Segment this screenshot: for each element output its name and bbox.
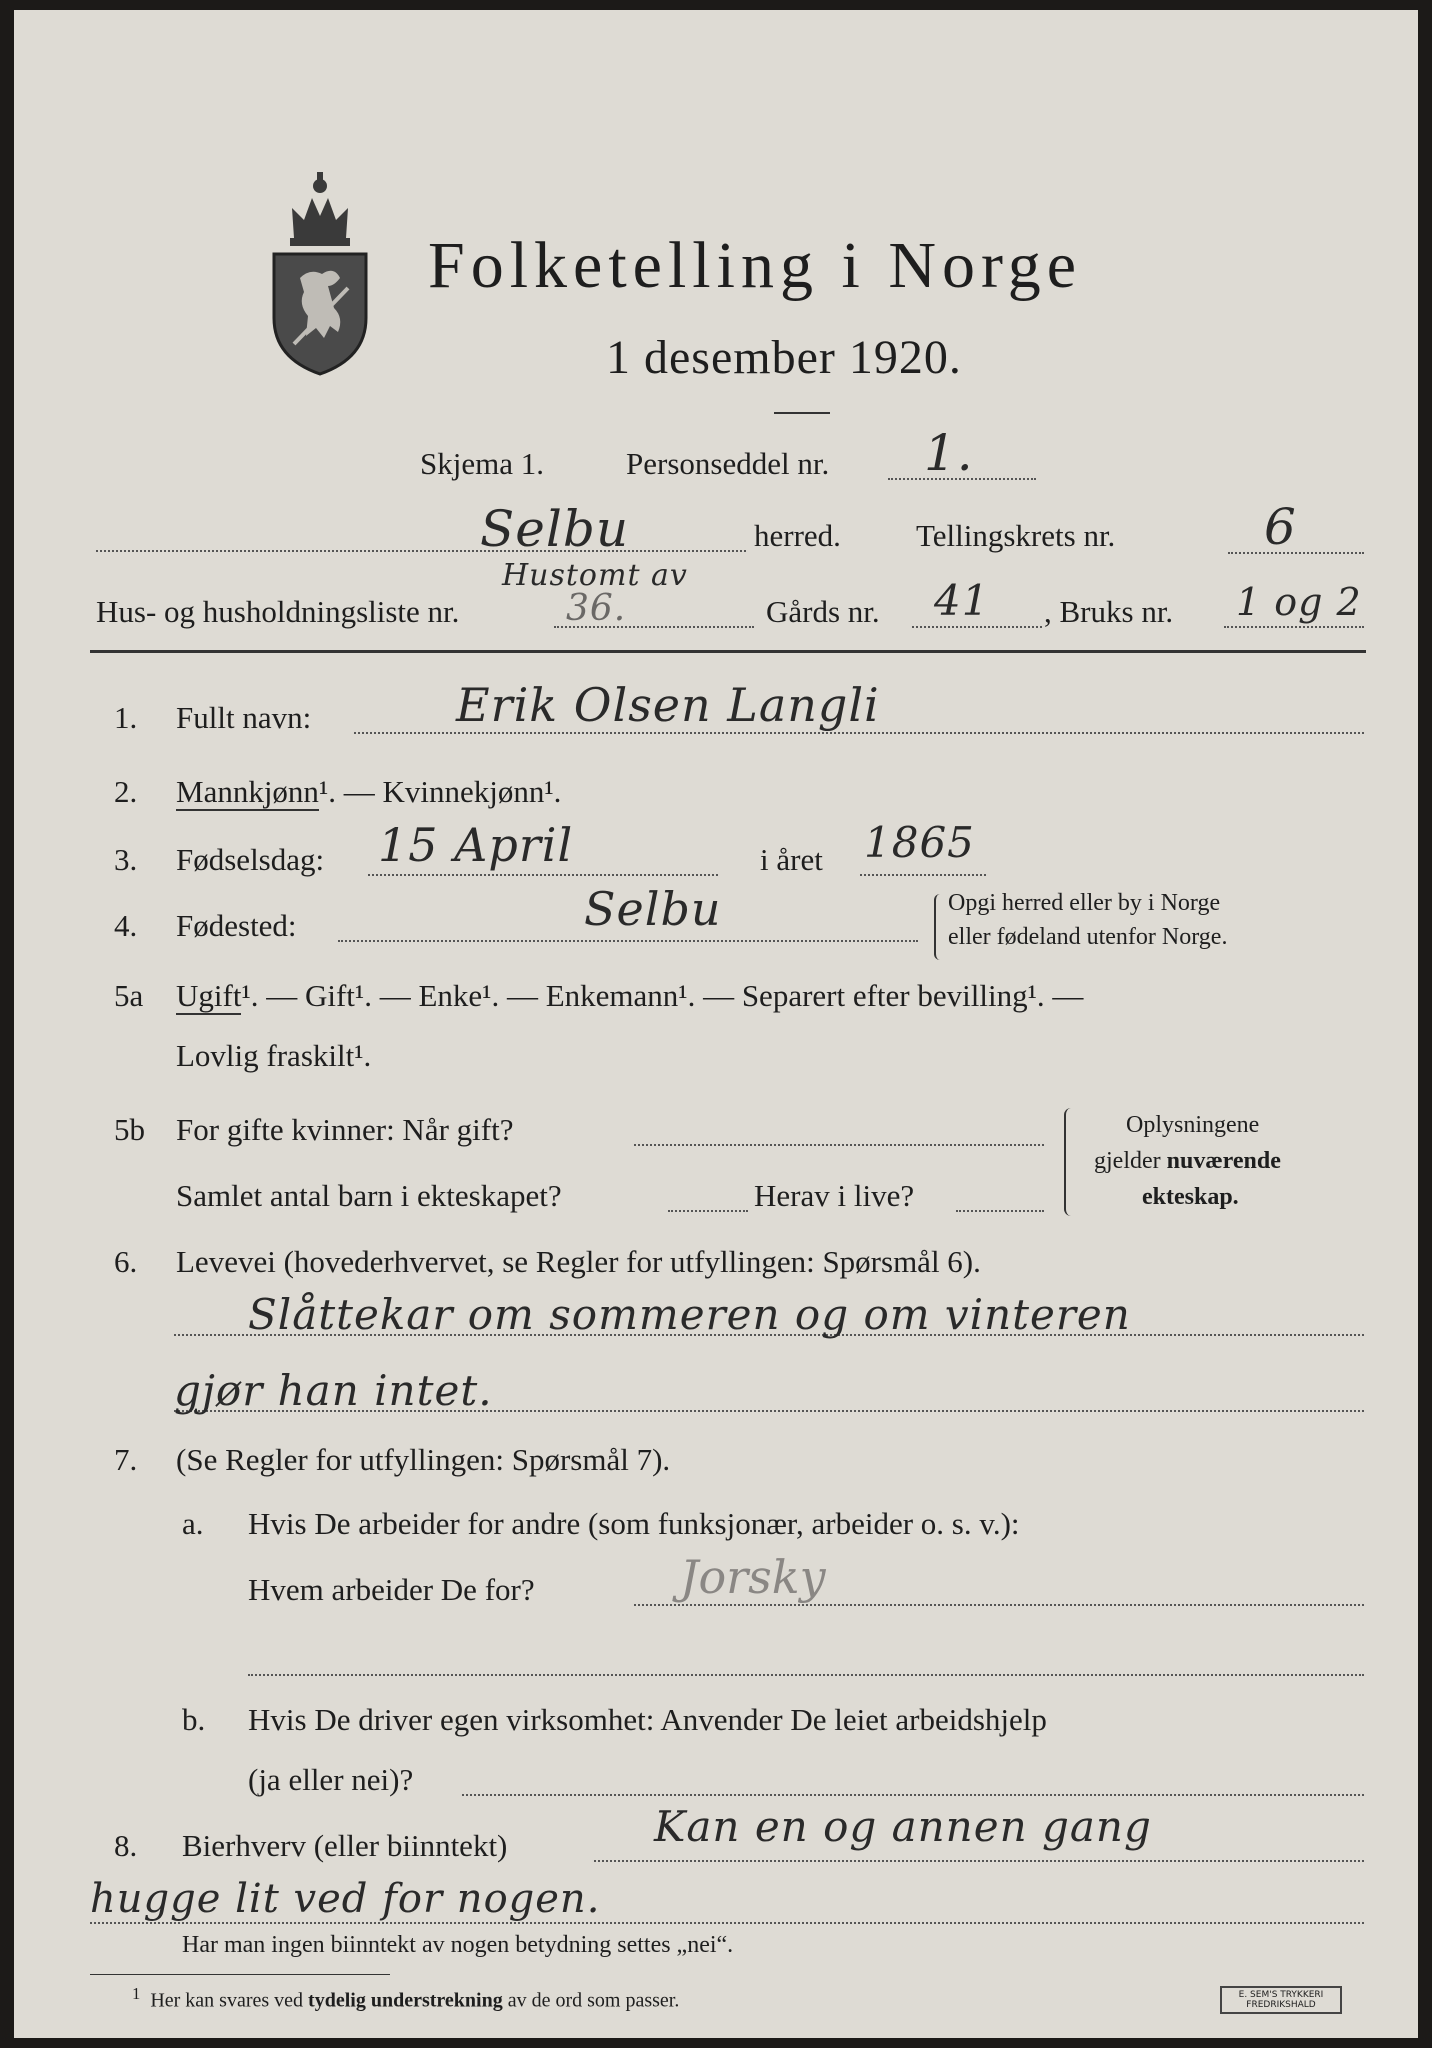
herred-line: [96, 550, 746, 552]
q5b-label3: Herav i live?: [754, 1178, 915, 1213]
skjema-label: Skjema 1.: [420, 446, 544, 481]
q5b-note-naavaerende: nuværende: [1166, 1148, 1281, 1174]
page-title: Folketelling i Norge: [428, 229, 1083, 302]
footnote-number: 1: [132, 1984, 141, 2003]
q5b-note-line1: Oplysningene: [1126, 1112, 1260, 1138]
q8-number: 8.: [114, 1828, 138, 1863]
q5a-options: . — Gift¹. — Enke¹. — Enkemann¹. — Separert efter bevilling¹. —: [250, 978, 1084, 1013]
q6-label: Levevei (hovederhvervet, se Regler for utfyllingen: Spørsmål 6).: [176, 1244, 981, 1279]
q5b-label2: Samlet antal barn i ekteskapet?: [176, 1178, 562, 1213]
bruks-line: [1224, 626, 1364, 628]
q8-value-line1: Kan en og annen gang: [654, 1802, 1152, 1851]
q5b-gift-line: [634, 1144, 1044, 1146]
q3-year-label: i året: [760, 842, 823, 877]
q5a-footnote-mark: ¹: [241, 978, 251, 1013]
bruks-value: 1 og 2: [1236, 580, 1362, 624]
q7-label: (Se Regler for utfyllingen: Spørsmål 7).: [176, 1442, 671, 1477]
q5b-barn-line: [668, 1210, 748, 1212]
q2-number: 2.: [114, 774, 138, 809]
q1-label: Fullt navn:: [176, 700, 312, 735]
footnote-part-b: tydelig understrekning: [308, 1989, 503, 2012]
footnote-part-c: av de ord som passer.: [502, 1989, 680, 2012]
q2-text: [176, 774, 561, 810]
q5a-line2: Lovlig fraskilt¹.: [176, 1038, 372, 1073]
q7a-line2: [248, 1674, 1364, 1676]
q7a-question: Hvem arbeider De for?: [248, 1572, 535, 1607]
q5b-note-line3: ekteskap.: [1142, 1184, 1239, 1210]
q3-label: Fødselsdag:: [176, 842, 325, 877]
husliste-value: 36.: [566, 588, 627, 629]
q5b-label1: For gifte kvinner: Når gift?: [176, 1112, 514, 1147]
q2-female-option: Kvinnekjønn: [382, 774, 545, 809]
tellingskrets-label: Tellingskrets nr.: [916, 518, 1116, 553]
bruks-label: , Bruks nr.: [1044, 594, 1174, 629]
coat-of-arms-icon: [264, 168, 376, 378]
q2-footnote-mark-1: ¹: [318, 774, 329, 809]
q5b-number: 5b: [114, 1112, 145, 1147]
q5a-number: 5a: [114, 978, 144, 1013]
q8-note: Har man ingen biinntekt av nogen betydning settes „nei“.: [182, 1932, 734, 1958]
q7b-letter: b.: [182, 1702, 206, 1737]
title-divider: [774, 412, 830, 414]
q5b-note-line2: [1094, 1148, 1281, 1175]
q8-value-line2: hugge lit ved for nogen.: [90, 1876, 601, 1922]
footnote-part-a: Her kan svares ved: [150, 1989, 309, 2012]
q3-year-line: [860, 874, 986, 876]
q7a-value: Jorsky: [680, 1550, 826, 1604]
q5b-live-line: [956, 1210, 1044, 1212]
census-form: [14, 10, 1418, 2038]
husliste-label: Hus- og husholdningsliste nr.: [96, 594, 460, 629]
husliste-note: Hustomt av: [502, 558, 688, 593]
q4-note-line1: Opgi herred eller by i Norge: [948, 890, 1221, 916]
footnote-text: [132, 1984, 679, 2013]
q4-note-line2: eller fødeland utenfor Norge.: [948, 924, 1228, 950]
q7-number: 7.: [114, 1442, 138, 1477]
q2-male-option: Mannkjønn: [176, 774, 319, 809]
q7b-text: Hvis De driver egen virksomhet: Anvender De leiet arbeidshjelp: [248, 1702, 1047, 1737]
q2-dash: . —: [328, 774, 383, 809]
gards-label: Gårds nr.: [766, 594, 880, 629]
q7a-line1: [634, 1604, 1364, 1606]
census-date: 1 desember 1920.: [606, 331, 962, 384]
q3-number: 3.: [114, 842, 138, 877]
q8-line1: [594, 1860, 1364, 1862]
q3-line: [368, 874, 718, 876]
q1-line: [354, 732, 1364, 734]
q5b-note-brace: [1064, 1108, 1078, 1216]
q4-note-brace: [934, 894, 946, 960]
gards-line: [912, 626, 1042, 628]
q2-footnote-mark-2: ¹: [544, 774, 554, 809]
q8-line2: [90, 1922, 1364, 1924]
q7a-text: Hvis De arbeider for andre (som funksjonær, arbeider o. s. v.):: [248, 1506, 1020, 1541]
q6-number: 6.: [114, 1244, 138, 1279]
q7b-question: (ja eller nei)?: [248, 1762, 414, 1797]
header-divider: [90, 650, 1366, 653]
q4-label: Fødested:: [176, 908, 297, 943]
tellingskrets-value: 6: [1264, 498, 1297, 556]
gards-value: 41: [934, 576, 990, 625]
q7a-letter: a.: [182, 1506, 204, 1541]
q5a-text: [176, 978, 1083, 1014]
q7b-line: [462, 1794, 1364, 1796]
q4-value: Selbu: [584, 882, 722, 936]
q3-value: 15 April: [378, 818, 574, 872]
personseddel-label: Personseddel nr.: [626, 446, 830, 481]
q6-value-line1: Slåttekar om sommeren og om vinteren: [248, 1290, 1131, 1339]
footnote-divider: [90, 1974, 390, 1975]
q1-number: 1.: [114, 700, 138, 735]
herred-label: herred.: [754, 518, 841, 553]
personseddel-value: 1.: [924, 424, 974, 482]
q2-end: .: [553, 774, 562, 809]
q6-value-line2: gjør han intet.: [174, 1366, 493, 1415]
q5a-ugift-option: Ugift: [176, 978, 242, 1013]
q1-value: Erik Olsen Langli: [456, 678, 880, 732]
q3-year-value: 1865: [864, 818, 975, 867]
q5b-note-gjelder: gjelder: [1094, 1148, 1167, 1174]
q4-line: [338, 940, 918, 942]
q4-number: 4.: [114, 908, 138, 943]
q8-label: Bierhverv (eller biinntekt): [182, 1828, 508, 1863]
printer-stamp: E. SEM'S TRYKKERI FREDRIKSHALD: [1220, 1986, 1342, 2014]
herred-value: Selbu: [480, 500, 630, 558]
